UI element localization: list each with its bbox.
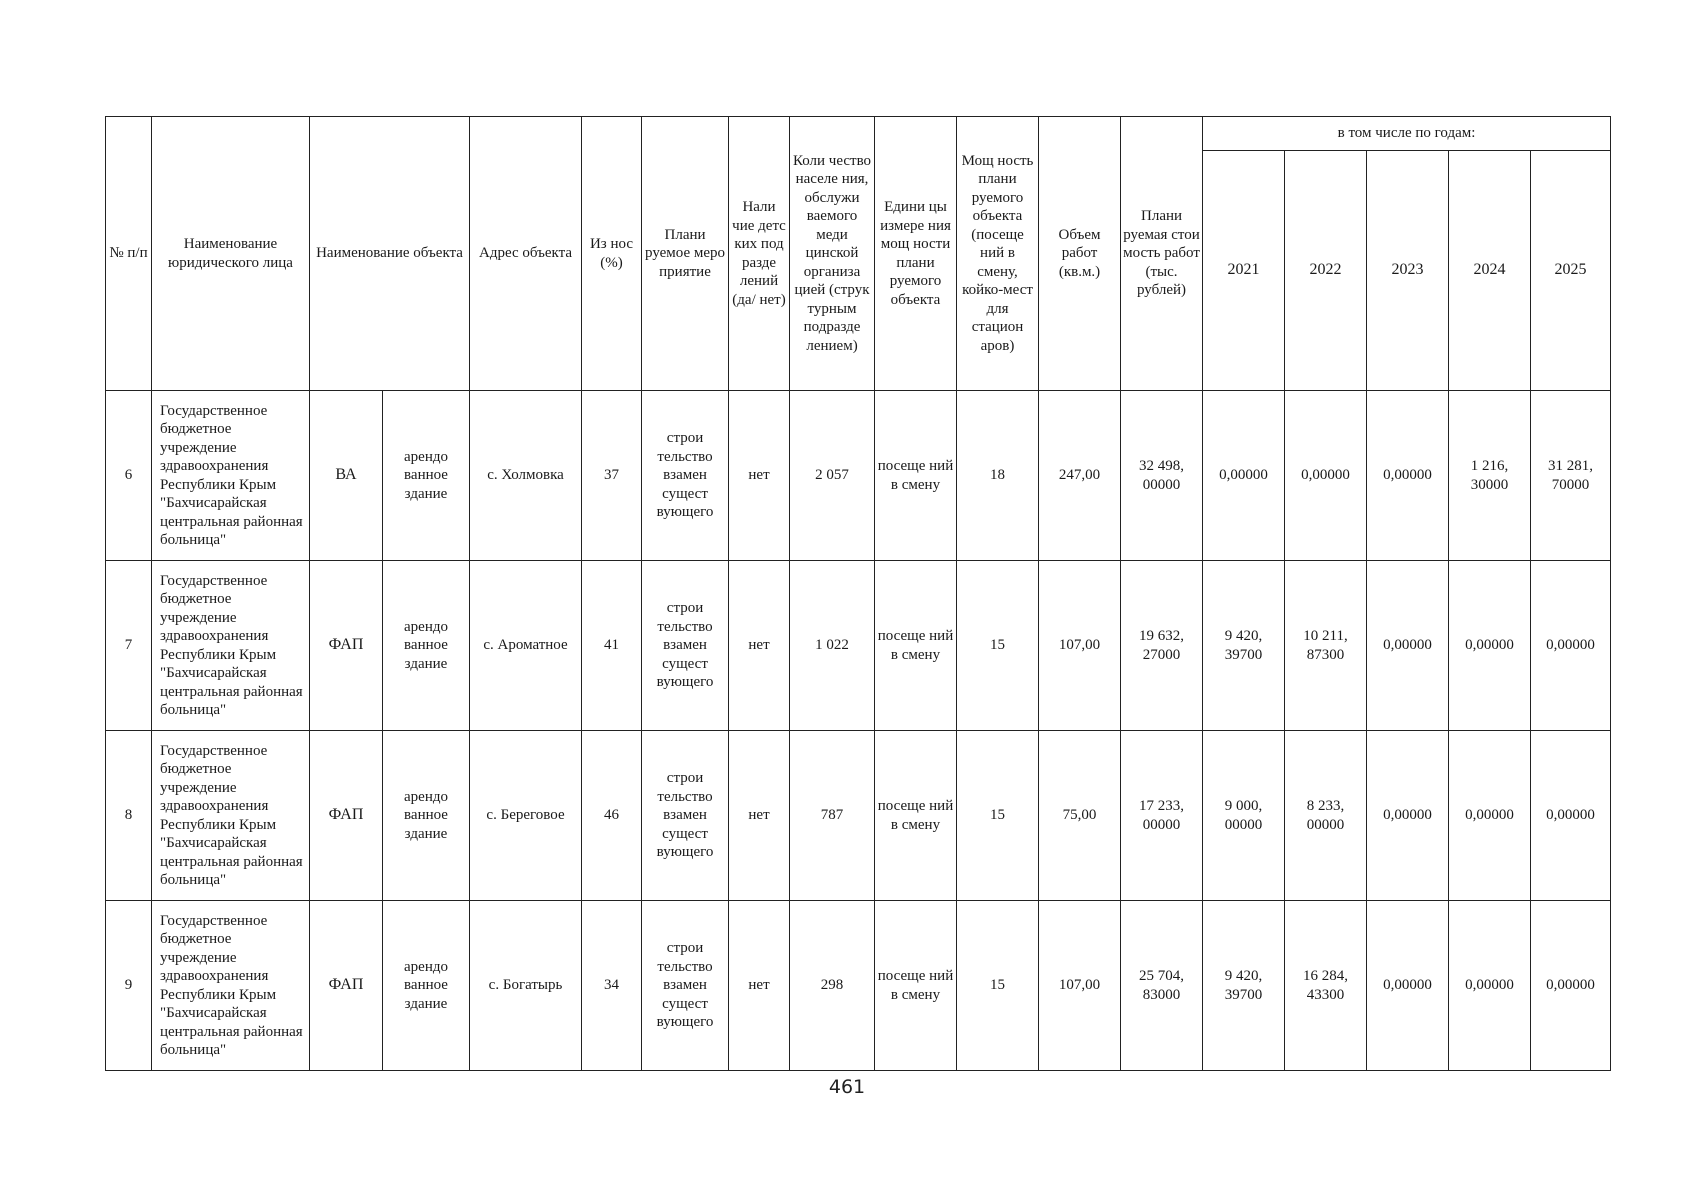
header-object-name: Наименование объекта — [310, 117, 470, 391]
cell-year-2023: 0,00000 — [1367, 391, 1449, 561]
cell-volume: 107,00 — [1039, 901, 1121, 1071]
cell-legal-name: Государственное бюджетное учреждение здравоохранения Республики Крым "Бахчисарайская центральная районная больница" — [152, 731, 310, 901]
cell-children: нет — [729, 901, 790, 1071]
header-year-2024: 2024 — [1449, 151, 1531, 391]
header-year-2023: 2023 — [1367, 151, 1449, 391]
cell-object-building: арендо ванное здание — [383, 391, 470, 561]
cell-num: 9 — [106, 901, 152, 1071]
cell-legal-name: Государственное бюджетное учреждение здравоохранения Республики Крым "Бахчисарайская центральная районная больница" — [152, 391, 310, 561]
cell-year-2022: 10 211, 87300 — [1285, 561, 1367, 731]
cell-wear: 41 — [582, 561, 642, 731]
cell-year-2024: 0,00000 — [1449, 731, 1531, 901]
cell-cost: 32 498, 00000 — [1121, 391, 1203, 561]
cell-address: с. Береговое — [470, 731, 582, 901]
cell-units: посеще ний в смену — [875, 731, 957, 901]
cell-legal-name: Государственное бюджетное учреждение здравоохранения Республики Крым "Бахчисарайская центральная районная больница" — [152, 901, 310, 1071]
cell-year-2023: 0,00000 — [1367, 561, 1449, 731]
cell-address: с. Ароматное — [470, 561, 582, 731]
cell-year-2022: 8 233, 00000 — [1285, 731, 1367, 901]
cell-capacity: 18 — [957, 391, 1039, 561]
table-row — [106, 731, 1611, 901]
cell-num: 6 — [106, 391, 152, 561]
cell-volume: 107,00 — [1039, 561, 1121, 731]
page-number: 461 — [828, 1076, 866, 1098]
header-num: № п/п — [106, 117, 152, 391]
cell-object-building: арендо ванное здание — [383, 901, 470, 1071]
cell-year-2025: 0,00000 — [1531, 901, 1611, 1071]
header-planned-action: Плани руемое меро приятие — [642, 117, 729, 391]
header-years-group: в том числе по годам: — [1203, 117, 1611, 151]
cell-object-type: ВА — [310, 391, 383, 561]
header-wear: Из нос (%) — [582, 117, 642, 391]
cell-population: 1 022 — [790, 561, 875, 731]
table-row — [106, 561, 1611, 731]
cell-units: посеще ний в смену — [875, 561, 957, 731]
cell-volume: 247,00 — [1039, 391, 1121, 561]
cell-population: 787 — [790, 731, 875, 901]
cell-year-2025: 31 281, 70000 — [1531, 391, 1611, 561]
cell-capacity: 15 — [957, 561, 1039, 731]
cell-object-type: ФАП — [310, 731, 383, 901]
header-volume: Объем работ (кв.м.) — [1039, 117, 1121, 391]
cell-year-2024: 0,00000 — [1449, 561, 1531, 731]
header-units: Едини цы измере ния мощ ности плани руемого объекта — [875, 117, 957, 391]
cell-capacity: 15 — [957, 731, 1039, 901]
cell-volume: 75,00 — [1039, 731, 1121, 901]
cell-units: посеще ний в смену — [875, 901, 957, 1071]
cell-year-2022: 0,00000 — [1285, 391, 1367, 561]
header-cost: Плани руемая стои мость работ (тыс. рублей) — [1121, 117, 1203, 391]
cell-address: с. Холмовка — [470, 391, 582, 561]
cell-cost: 25 704, 83000 — [1121, 901, 1203, 1071]
cell-action: строи тельство взамен сущест вующего — [642, 901, 729, 1071]
cell-children: нет — [729, 731, 790, 901]
cell-year-2021: 9 420, 39700 — [1203, 901, 1285, 1071]
cell-population: 298 — [790, 901, 875, 1071]
cell-children: нет — [729, 561, 790, 731]
cell-year-2024: 1 216, 30000 — [1449, 391, 1531, 561]
cell-legal-name: Государственное бюджетное учреждение здравоохранения Республики Крым "Бахчисарайская центральная районная больница" — [152, 561, 310, 731]
facilities-table — [105, 116, 1611, 1071]
cell-year-2025: 0,00000 — [1531, 561, 1611, 731]
cell-cost: 17 233, 00000 — [1121, 731, 1203, 901]
cell-object-building: арендо ванное здание — [383, 731, 470, 901]
cell-population: 2 057 — [790, 391, 875, 561]
header-year-2021: 2021 — [1203, 151, 1285, 391]
cell-year-2025: 0,00000 — [1531, 731, 1611, 901]
cell-object-type: ФАП — [310, 901, 383, 1071]
cell-action: строи тельство взамен сущест вующего — [642, 391, 729, 561]
cell-year-2021: 0,00000 — [1203, 391, 1285, 561]
cell-year-2021: 9 420, 39700 — [1203, 561, 1285, 731]
cell-year-2023: 0,00000 — [1367, 901, 1449, 1071]
header-capacity: Мощ ность плани руемого объекта (посеще ний в смену, койко-мест для стацион аров) — [957, 117, 1039, 391]
header-children-units: Нали чие детс ких под разде лений (да/ нет) — [729, 117, 790, 391]
cell-object-building: арендо ванное здание — [383, 561, 470, 731]
cell-address: с. Богатырь — [470, 901, 582, 1071]
header-population: Коли чество населе ния, обслужи ваемого меди цинской организа цией (струк турным подразде лением) — [790, 117, 875, 391]
header-legal-name: Наименование юридического лица — [152, 117, 310, 391]
cell-num: 8 — [106, 731, 152, 901]
header-address: Адрес объекта — [470, 117, 582, 391]
cell-year-2023: 0,00000 — [1367, 731, 1449, 901]
cell-num: 7 — [106, 561, 152, 731]
table-row — [106, 391, 1611, 561]
cell-object-type: ФАП — [310, 561, 383, 731]
cell-action: строи тельство взамен сущест вующего — [642, 561, 729, 731]
header-year-2025: 2025 — [1531, 151, 1611, 391]
header-year-2022: 2022 — [1285, 151, 1367, 391]
cell-year-2024: 0,00000 — [1449, 901, 1531, 1071]
cell-cost: 19 632, 27000 — [1121, 561, 1203, 731]
cell-wear: 34 — [582, 901, 642, 1071]
cell-year-2021: 9 000, 00000 — [1203, 731, 1285, 901]
cell-children: нет — [729, 391, 790, 561]
cell-year-2022: 16 284, 43300 — [1285, 901, 1367, 1071]
cell-wear: 46 — [582, 731, 642, 901]
table-row — [106, 901, 1611, 1071]
cell-capacity: 15 — [957, 901, 1039, 1071]
cell-action: строи тельство взамен сущест вующего — [642, 731, 729, 901]
cell-wear: 37 — [582, 391, 642, 561]
investment-program-table-page — [105, 116, 1611, 1071]
cell-units: посеще ний в смену — [875, 391, 957, 561]
